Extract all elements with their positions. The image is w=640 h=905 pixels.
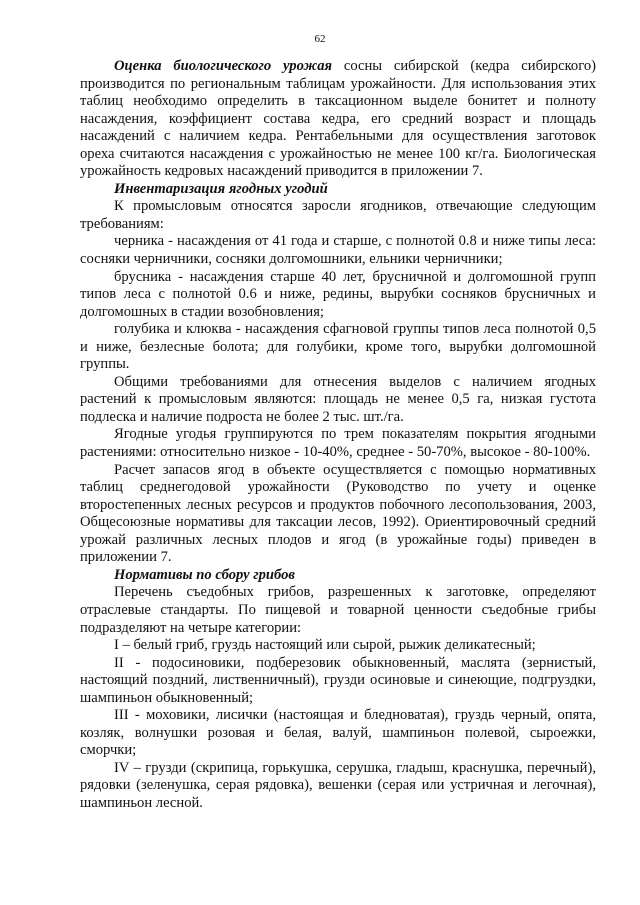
mushroom-category-4: IV – грузди (скрипица, горькушка, серушка, гладыш, краснушка, перечный), рядовки (зеленушка, серая рядовка), вешенки (серая или устричная и легочная), шампиньон лесной.	[80, 759, 596, 811]
page-body	[80, 58, 596, 813]
berries-heading: Инвентаризация ягодных угодий	[114, 180, 328, 197]
berries-item-bog-blueberry-cranberry: голубика и клюква - насаждения сфагновой группы типов леса полнотой 0,5 и ниже, безлесные болота; для голубики, кроме того, вырубки долгомошной группы.	[80, 321, 596, 373]
mushrooms-intro: Перечень съедобных грибов, разрешенных к заготовке, определяют отраслевые стандарты. По пищевой и товарной ценности съедобные грибы подразделяют на четыре категории:	[80, 584, 596, 636]
berries-item-lingonberry: брусника - насаждения старше 40 лет, брусничной и долгомошной групп типов леса с полнотой 0.6 и ниже, редины, вырубки сосняков брусничных и долгомошных в стадии возобновления;	[80, 268, 596, 320]
mushrooms-heading: Нормативы по сбору грибов	[114, 566, 295, 583]
berries-requirements-paragraph: Общими требованиями для отнесения выделов с наличием ягодных растений к промысловым являются: площадь не менее 0,5 га, низкая густота подлеска и наличие подроста не более 2 тыс. шт./га.	[80, 373, 596, 425]
yield-heading: Оценка биологического урожая	[114, 58, 333, 74]
berries-item-blueberry: черника - насаждения от 41 года и старше, с полнотой 0.8 и ниже типы леса: сосняки черничники, сосняки долгомошники, ельники черничники;	[80, 233, 596, 268]
yield-paragraph	[80, 58, 596, 181]
yield-text: сосны сибирской (кедра сибирского) производится по региональным таблицам урожайности. Для использования этих таблиц необходимо определить в таксационном выделе бонитет и полноту насаждения, коэффициент состава кедра, его средний возраст и площадь насаждений с наличием кедра. Рентабельными для осуществления заготовок ореха считаются насаждения с урожайностью не менее 100 кг/га. Биологическая урожайность кедровых насаждений приводится в приложении 7.	[80, 58, 597, 180]
mushroom-category-2: II - подосиновики, подберезовик обыкновенный, маслята (зернистый, настоящий поздний, лиственничный), грузди осиновые и синеющие, подгруздки, шампиньон обыкновенный;	[80, 654, 596, 706]
berries-grouping-paragraph: Ягодные угодья группируются по трем показателям покрытия ягодными растениями: относительно низкое - 10-40%, среднее - 50-70%, высокое - 80-100%.	[80, 426, 596, 461]
berries-intro: К промысловым относятся заросли ягодников, отвечающие следующим требованиям:	[80, 198, 596, 232]
mushroom-category-3: III - моховики, лисички (настоящая и бледноватая), груздь черный, опята, козляк, волнушки розовая и белая, валуй, шампиньон полевой, сыроежки, сморчки;	[80, 707, 596, 759]
berries-calculation-paragraph: Расчет запасов ягод в объекте осуществляется с помощью нормативных таблиц среднегодовой урожайности (Руководство по учету и оценке второстепенных лесных ресурсов и продуктов побочного лесопользования, 2003, Общесоюзные нормативы для таксации лесов, 1992). Ориентировочный средний урожай различных лесных плодов и ягод (в урожайные годы) приведен в приложении 7.	[80, 461, 596, 566]
mushroom-category-1: I – белый гриб, груздь настоящий или сырой, рыжик деликатесный;	[114, 637, 536, 654]
page-number: 62	[314, 33, 326, 45]
